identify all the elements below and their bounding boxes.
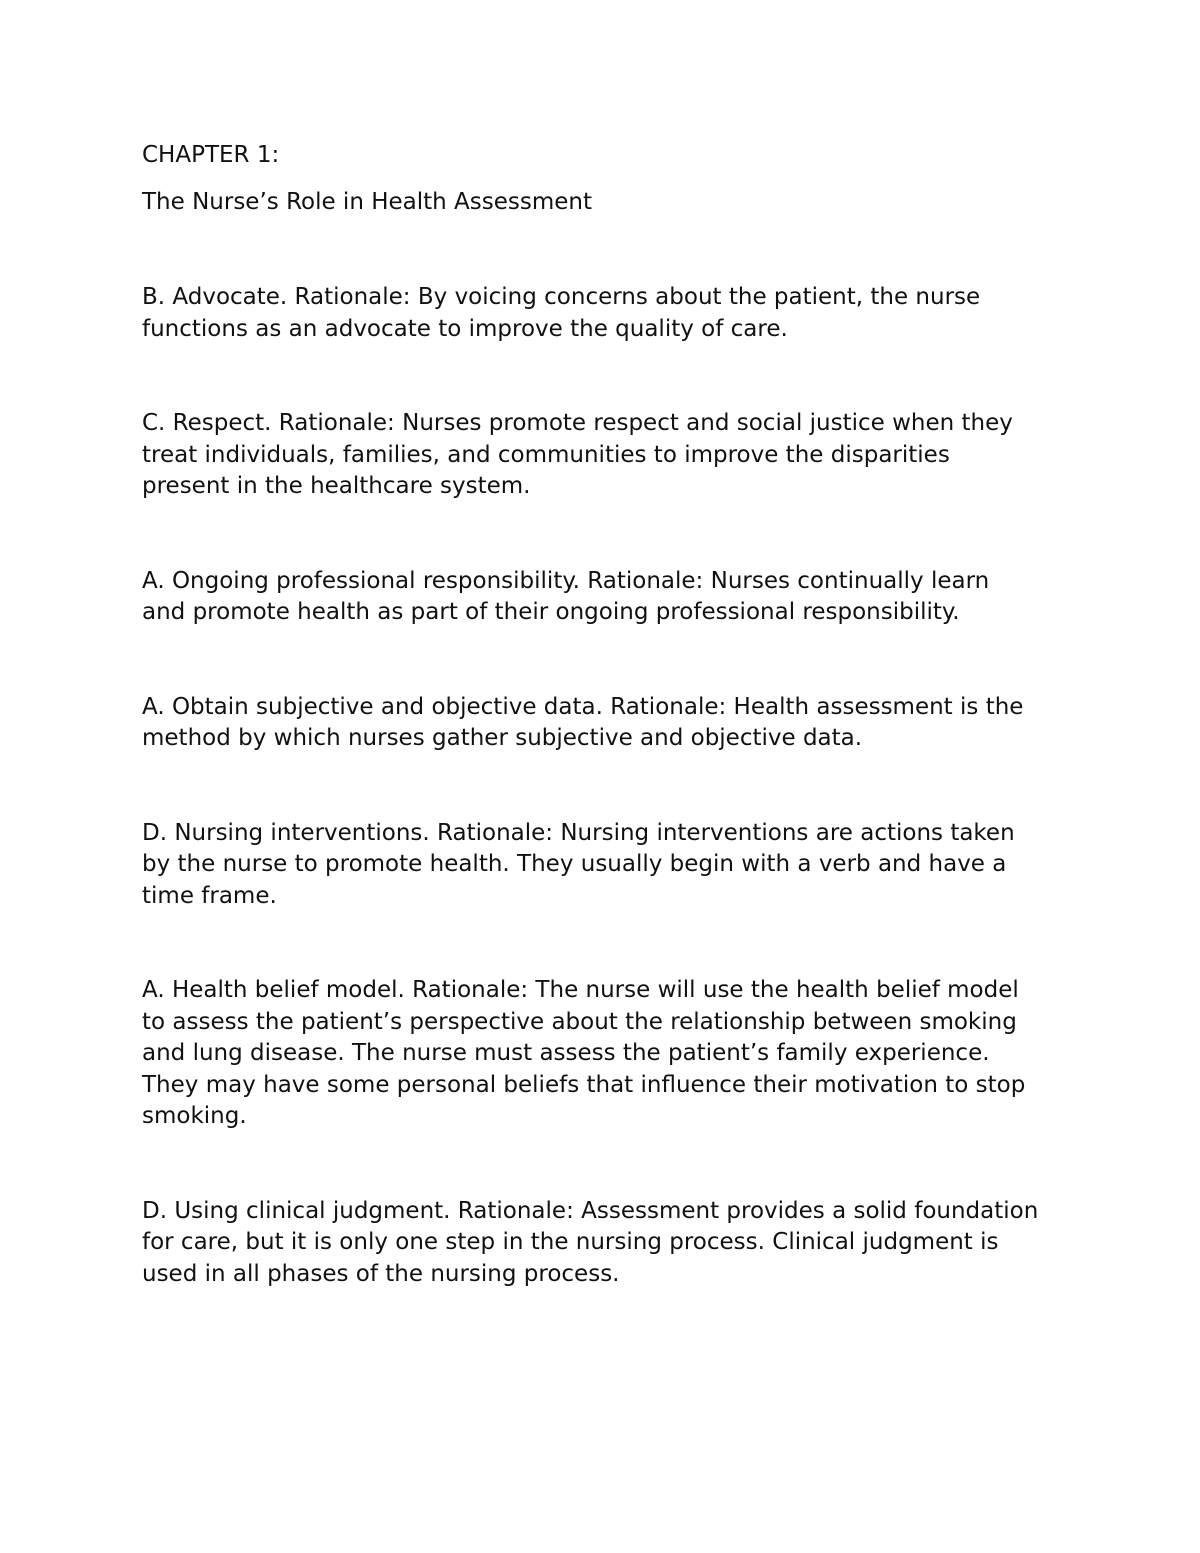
answer-paragraph-1: B. Advocate. Rationale: By voicing concerns about the patient, the nurse functions as an advocate to improve the quality of care. <box>142 284 981 342</box>
document-page <box>142 140 1082 1353</box>
answer-paragraph-2: C. Respect. Rationale: Nurses promote respect and social justice when they treat individuals, families, and communities to improve the disparities present in the healthcare system. <box>142 410 1013 499</box>
chapter-title: The Nurse’s Role in Health Assessment <box>142 188 593 215</box>
chapter-label: CHAPTER 1: <box>142 142 280 168</box>
answer-paragraph-5: D. Nursing interventions. Rationale: Nursing interventions are actions taken by the nurse to promote health. They usually begin with a verb and have a time frame. <box>142 819 1015 909</box>
answer-paragraph-6: A. Health belief model. Rationale: The nurse will use the health belief model to assess the patient’s perspective about the relationship between smoking and lung disease. The nurse must assess the patient’s family experience. They may have some personal beliefs that influence their motivation to stop smoking. <box>142 977 1026 1129</box>
answer-paragraph-3: A. Ongoing professional responsibility. Rationale: Nurses continually learn and promote health as part of their ongoing professional responsibility. <box>142 567 990 625</box>
answer-paragraph-4: A. Obtain subjective and objective data. Rationale: Health assessment is the method by which nurses gather subjective and objective data. <box>142 693 1024 751</box>
answer-paragraph-7: D. Using clinical judgment. Rationale: Assessment provides a solid foundation for care, but it is only one step in the nursing process. Clinical judgment is used in all phases of the nursing process. <box>142 1197 1039 1287</box>
